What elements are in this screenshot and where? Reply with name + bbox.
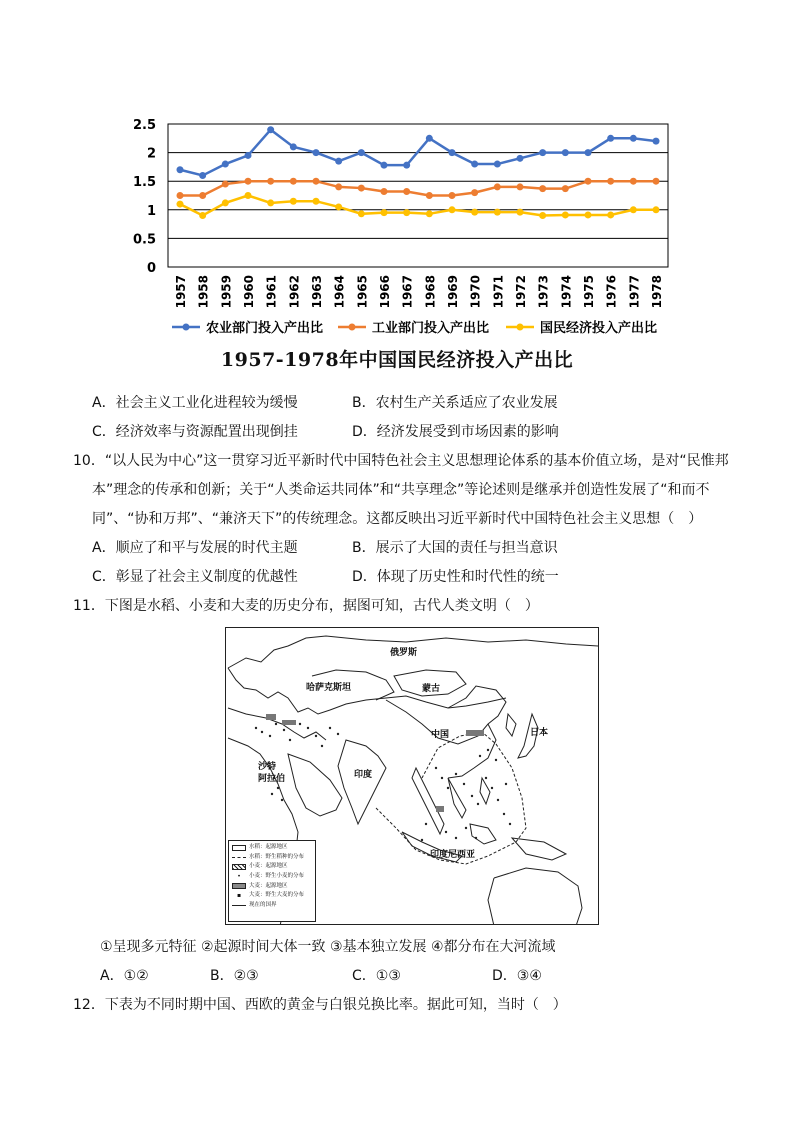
data-point <box>245 178 252 185</box>
data-point <box>199 172 206 179</box>
data-point <box>222 199 229 206</box>
q9-option-c: C．经济效率与资源配置出现倒挂 <box>92 424 298 440</box>
data-point <box>313 149 320 156</box>
map-dot <box>321 745 323 747</box>
q11-statements: ①呈现多元特征 ②起源时间大体一致 ③基本独立发展 ④都分布在大河流域 <box>100 939 556 955</box>
data-point <box>630 178 637 185</box>
chart-title: 1957-1978年中国国民经济投入产出比 <box>220 349 574 371</box>
map-dot <box>441 777 443 779</box>
map-dot <box>299 723 301 725</box>
x-tick-label: 1971 <box>491 275 506 309</box>
data-point <box>245 192 252 199</box>
data-point <box>313 198 320 205</box>
legend-row <box>232 843 312 853</box>
map-dot <box>281 799 283 801</box>
data-point <box>471 209 478 216</box>
q9-option-b: B．农村生产关系适应了农业发展 <box>352 395 558 411</box>
data-point <box>426 192 433 199</box>
map-dot <box>271 793 273 795</box>
x-tick-label: 1967 <box>400 275 415 309</box>
data-point <box>562 211 569 218</box>
legend-text: 小麦：起源地区 <box>249 863 288 870</box>
legend-row <box>232 862 312 872</box>
legend-row <box>232 872 312 882</box>
data-point <box>494 161 501 168</box>
q11-option-a: A．①② <box>100 968 149 984</box>
map-dot <box>495 759 497 761</box>
map-dot <box>425 823 427 825</box>
data-point <box>585 178 592 185</box>
legend-text: 现在的国界 <box>249 901 277 908</box>
data-point <box>199 192 206 199</box>
data-point <box>222 161 229 168</box>
map-label-india: 印度 <box>354 770 373 780</box>
x-tick-label: 1978 <box>650 275 664 309</box>
y-tick-label: 0 <box>146 261 156 276</box>
data-point <box>585 149 592 156</box>
data-point <box>403 209 410 216</box>
map-dot <box>255 727 257 729</box>
data-point <box>358 210 365 217</box>
q12-stem: 12．下表为不同时期中国、西欧的黄金与白银兑换比率。据此可知，当时（ ） <box>73 997 567 1013</box>
legend-symbol <box>232 857 246 858</box>
map-dot <box>315 735 317 737</box>
map-label-arabia: 阿拉伯 <box>258 774 286 784</box>
x-tick-label: 1957 <box>174 275 188 309</box>
y-tick-label: 1.5 <box>132 175 156 191</box>
y-tick-label: 2.5 <box>132 118 156 133</box>
data-point <box>290 178 297 185</box>
q10-option-d: D．体现了历史性和时代性的统一 <box>352 569 559 585</box>
x-tick-label: 1958 <box>196 275 211 309</box>
legend-text: 小麦：野生小麦的分布 <box>249 873 305 880</box>
legend-row <box>232 891 312 901</box>
data-point <box>403 162 410 169</box>
map-dot <box>465 827 467 829</box>
x-tick-label: 1974 <box>559 275 574 309</box>
data-point <box>313 178 320 185</box>
map-dot <box>491 787 493 789</box>
line-chart <box>120 112 680 342</box>
data-point <box>607 135 614 142</box>
x-tick-label: 1970 <box>468 275 483 309</box>
x-tick-label: 1972 <box>514 275 528 309</box>
q11-option-b: B．②③ <box>210 968 259 984</box>
series-line <box>180 196 656 216</box>
map-label-saudi: 沙特 <box>258 762 277 772</box>
x-tick-label: 1965 <box>355 275 370 309</box>
map-dot <box>289 739 291 741</box>
data-point <box>449 206 456 213</box>
map-dot <box>463 783 465 785</box>
data-point <box>245 152 252 159</box>
data-point <box>358 149 365 156</box>
series-line <box>180 181 656 195</box>
data-point <box>630 206 637 213</box>
data-point <box>494 209 501 216</box>
data-point <box>653 206 660 213</box>
data-point <box>449 192 456 199</box>
legend-row <box>232 901 312 911</box>
q10-option-b: B．展示了大国的责任与担当意识 <box>352 540 558 556</box>
legend-text: 水稻：野生稻种的分布 <box>249 853 305 860</box>
legend-label: 国民经济投入产出比 <box>540 321 658 336</box>
map-label-china: 中国 <box>431 730 450 740</box>
q10-option-c: C．彰显了社会主义制度的优越性 <box>92 569 298 585</box>
legend-marker <box>183 324 190 331</box>
map-legend <box>228 840 316 922</box>
q9-option-a: A．社会主义工业化进程较为缓慢 <box>92 395 298 411</box>
data-point <box>653 178 660 185</box>
legend-marker <box>517 324 524 331</box>
data-point <box>653 138 660 145</box>
data-point <box>267 178 274 185</box>
x-tick-label: 1969 <box>446 275 460 309</box>
y-tick-label: 1 <box>146 203 156 219</box>
data-point <box>426 135 433 142</box>
data-point <box>177 192 184 199</box>
data-point <box>630 135 637 142</box>
legend-text: 大麦：起源地区 <box>249 882 288 889</box>
map-label-indonesia: 印度尼西亚 <box>430 850 476 860</box>
legend-label: 工业部门投入产出比 <box>372 321 490 336</box>
q11-option-d: D．③④ <box>492 968 542 984</box>
legend-symbol <box>232 845 246 851</box>
data-point <box>607 178 614 185</box>
map-dot <box>475 837 477 839</box>
legend-symbol <box>232 864 246 870</box>
map-dot <box>487 749 489 751</box>
data-point <box>562 149 569 156</box>
data-point <box>494 183 501 190</box>
legend-label: 农业部门投入产出比 <box>206 321 324 336</box>
q10-stem-line-2: 本”理念的传承和创新；关于“人类命运共同体”和“共享理念”等论述则是继承并创造性发展了“和而不 <box>92 482 710 498</box>
data-point <box>222 181 229 188</box>
map-dot <box>477 803 479 805</box>
x-tick-label: 1961 <box>264 275 279 309</box>
x-tick-label: 1977 <box>627 275 642 309</box>
q10-stem-line-1: 10．“以人民为中心”这一贯穿习近平新时代中国特色社会主义思想理论体系的基本价值立场，是对“民惟邦 <box>73 453 729 469</box>
data-point <box>381 209 388 216</box>
q10-option-a: A．顺应了和平与发展的时代主题 <box>92 540 298 556</box>
data-point <box>381 188 388 195</box>
map-dot <box>471 795 473 797</box>
legend-symbol: ▪ <box>236 891 242 899</box>
q9-option-d: D．经济发展受到市场因素的影响 <box>352 424 559 440</box>
y-tick-label: 2 <box>146 146 156 162</box>
data-point <box>177 166 184 173</box>
map-dot <box>479 755 481 757</box>
data-point <box>471 161 478 168</box>
legend-marker <box>349 324 356 331</box>
map-dot <box>421 839 423 841</box>
q11-option-c: C．①③ <box>352 968 401 984</box>
data-point <box>267 126 274 133</box>
data-point <box>449 149 456 156</box>
data-point <box>607 211 614 218</box>
map-dot <box>283 729 285 731</box>
data-point <box>585 211 592 218</box>
data-point <box>199 212 206 219</box>
map-dot <box>509 823 511 825</box>
x-tick-label: 1962 <box>287 275 302 309</box>
data-point <box>290 198 297 205</box>
legend-row <box>232 881 312 891</box>
data-point <box>471 189 478 196</box>
data-point <box>539 185 546 192</box>
legend-text: 大麦：野生大麦的分布 <box>249 892 305 899</box>
legend-symbol <box>232 883 246 889</box>
data-point <box>177 201 184 208</box>
map-dot <box>505 783 507 785</box>
map-label-japan: 日本 <box>530 728 549 738</box>
x-tick-label: 1975 <box>582 275 596 309</box>
map-dot <box>435 767 437 769</box>
crop-distribution-map <box>225 627 599 925</box>
map-dot <box>447 787 449 789</box>
x-tick-label: 1976 <box>604 275 619 309</box>
map-dot <box>337 733 339 735</box>
data-point <box>358 185 365 192</box>
map-dot <box>277 787 279 789</box>
data-point <box>562 185 569 192</box>
legend-text: 水稻：起源地区 <box>249 844 288 851</box>
map-dot <box>455 773 457 775</box>
data-point <box>290 143 297 150</box>
data-point <box>335 183 342 190</box>
data-point <box>335 203 342 210</box>
q11-stem: 11．下图是水稻、小麦和大麦的历史分布，据图可知，古代人类文明（ ） <box>73 598 539 614</box>
q10-stem-line-3: 同”、“协和万邦”、“兼济天下”的传统理念。这都反映出习近平新时代中国特色社会主义思想（ ） <box>92 511 703 527</box>
map-dot <box>497 799 499 801</box>
x-tick-label: 1973 <box>536 275 551 309</box>
plot-frame <box>168 124 668 267</box>
map-dot <box>329 727 331 729</box>
map-dot <box>269 735 271 737</box>
x-tick-label: 1964 <box>332 275 347 309</box>
data-point <box>539 149 546 156</box>
data-point <box>267 199 274 206</box>
map-label-kazakhstan: 哈萨克斯坦 <box>306 683 352 693</box>
data-point <box>426 210 433 217</box>
data-point <box>381 162 388 169</box>
data-point <box>335 158 342 165</box>
map-dot <box>503 813 505 815</box>
legend-row <box>232 853 312 863</box>
y-tick-label: 0.5 <box>132 232 156 248</box>
x-tick-label: 1963 <box>310 275 324 309</box>
legend-symbol: • <box>237 872 241 880</box>
map-dot <box>455 837 457 839</box>
data-point <box>539 212 546 219</box>
x-tick-label: 1966 <box>378 275 392 309</box>
legend-symbol <box>232 905 246 906</box>
data-point <box>517 183 524 190</box>
x-tick-label: 1959 <box>219 275 234 309</box>
map-dot <box>307 727 309 729</box>
map-dot <box>261 731 263 733</box>
data-point <box>403 188 410 195</box>
map-dot <box>445 831 447 833</box>
x-tick-label: 1968 <box>423 275 438 309</box>
map-dot <box>275 723 277 725</box>
map-label-mongolia: 蒙古 <box>422 684 441 694</box>
data-point <box>517 209 524 216</box>
map-dot <box>485 777 487 779</box>
data-point <box>517 155 524 162</box>
map-label-russia: 俄罗斯 <box>390 648 418 658</box>
x-tick-label: 1960 <box>242 275 256 309</box>
